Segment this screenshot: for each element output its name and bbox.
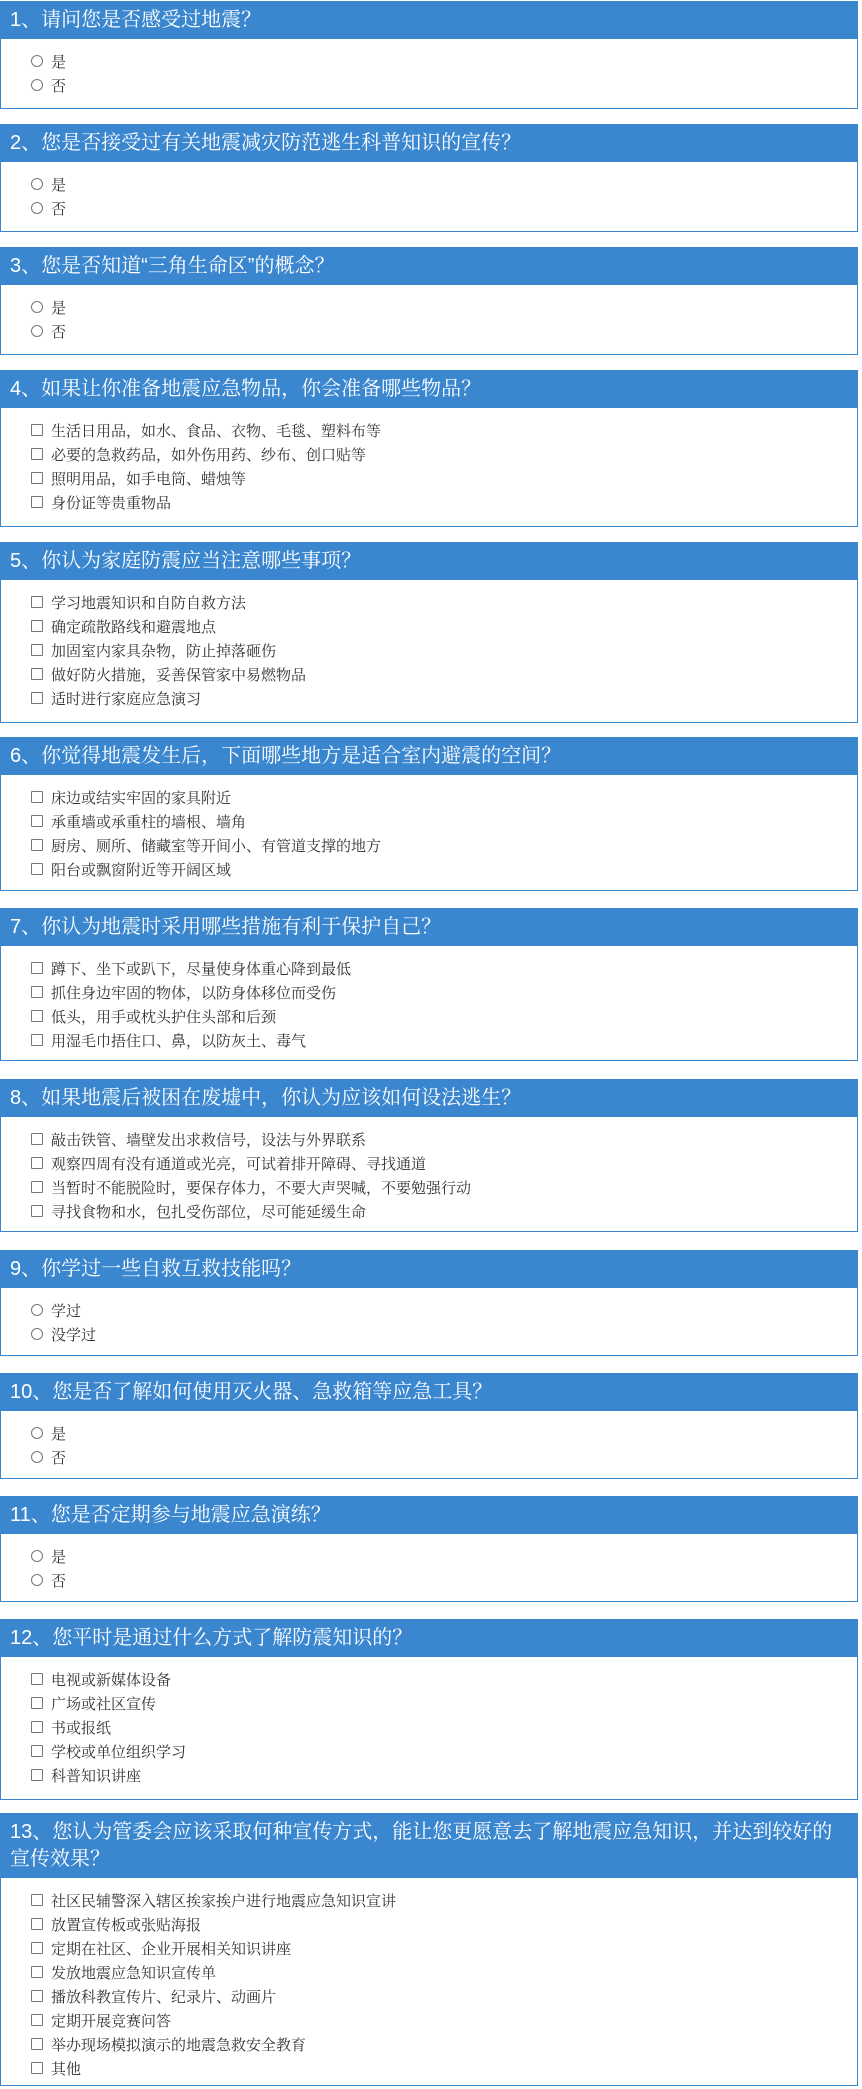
checkbox-option[interactable] — [31, 1984, 857, 2008]
radio-option[interactable] — [31, 172, 857, 196]
option-label: 否 — [51, 1572, 67, 1590]
question-2 — [0, 124, 858, 232]
option-label: 厨房、厕所、储藏室等开间小、有管道支撑的地方 — [51, 837, 382, 855]
question-title: 4、如果让你准备地震应急物品，你会准备哪些物品？ — [1, 371, 857, 408]
checkbox[interactable] — [31, 1673, 43, 1685]
radio-option[interactable] — [31, 1298, 857, 1322]
radio-button[interactable] — [31, 301, 43, 313]
checkbox-option[interactable] — [31, 1004, 857, 1028]
question-title: 10、您是否了解如何使用灭火器、急救箱等应急工具？ — [1, 1374, 857, 1411]
checkbox[interactable] — [31, 668, 43, 680]
option-label: 否 — [51, 1449, 67, 1467]
radio-option[interactable] — [31, 49, 857, 73]
question-10 — [0, 1373, 858, 1479]
radio-option[interactable] — [31, 73, 857, 97]
checkbox-option[interactable] — [31, 1936, 857, 1960]
option-label: 阳台或飘窗附近等开阔区域 — [51, 861, 232, 879]
option-label: 加固室内家具杂物，防止掉落砸伤 — [51, 642, 277, 660]
checkbox-option[interactable] — [31, 1960, 857, 1984]
checkbox[interactable] — [31, 1034, 43, 1046]
checkbox[interactable] — [31, 2038, 43, 2050]
checkbox[interactable] — [31, 620, 43, 632]
radio-option[interactable] — [31, 319, 857, 343]
checkbox[interactable] — [31, 1181, 43, 1193]
option-label: 是 — [51, 53, 67, 71]
option-label: 敲击铁管、墙壁发出求救信号，设法与外界联系 — [51, 1131, 367, 1149]
checkbox-option[interactable] — [31, 1763, 857, 1787]
option-label: 举办现场模拟演示的地震急救安全教育 — [51, 2036, 307, 2054]
checkbox-option[interactable] — [31, 662, 857, 686]
checkbox-option[interactable] — [31, 809, 857, 833]
checkbox-option[interactable] — [31, 956, 857, 980]
checkbox-option[interactable] — [31, 418, 857, 442]
option-label: 社区民辅警深入辖区挨家挨户进行地震应急知识宣讲 — [51, 1892, 397, 1910]
question-3 — [0, 247, 858, 355]
radio-option[interactable] — [31, 1568, 857, 1592]
option-list — [1, 580, 857, 710]
radio-option[interactable] — [31, 196, 857, 220]
checkbox-option[interactable] — [31, 466, 857, 490]
checkbox[interactable] — [31, 1133, 43, 1145]
checkbox[interactable] — [31, 839, 43, 851]
option-label: 是 — [51, 1425, 67, 1443]
option-label: 播放科教宣传片、纪录片、动画片 — [51, 1988, 277, 2006]
checkbox[interactable] — [31, 986, 43, 998]
question-5 — [0, 542, 858, 723]
option-label: 发放地震应急知识宣传单 — [51, 1964, 217, 1982]
question-title: 2、您是否接受过有关地震减灾防范逃生科普知识的宣传？ — [1, 125, 857, 162]
option-label: 确定疏散路线和避震地点 — [51, 618, 217, 636]
radio-button[interactable] — [31, 55, 43, 67]
radio-button[interactable] — [31, 1304, 43, 1316]
radio-button[interactable] — [31, 1451, 43, 1463]
checkbox[interactable] — [31, 1205, 43, 1217]
question-1 — [0, 1, 858, 109]
option-label: 广场或社区宣传 — [51, 1695, 157, 1713]
checkbox[interactable] — [31, 863, 43, 875]
question-title: 3、您是否知道“三角生命区”的概念？ — [1, 248, 857, 285]
option-list — [1, 1657, 857, 1787]
option-list — [1, 162, 857, 220]
option-label: 没学过 — [51, 1326, 97, 1344]
checkbox-option[interactable] — [31, 490, 857, 514]
checkbox[interactable] — [31, 962, 43, 974]
checkbox[interactable] — [31, 1010, 43, 1022]
checkbox-option[interactable] — [31, 1028, 857, 1052]
checkbox[interactable] — [31, 2014, 43, 2026]
checkbox[interactable] — [31, 1769, 43, 1781]
option-list — [1, 1878, 857, 2080]
question-title: 13、您认为管委会应该采取何种宣传方式，能让您更愿意去了解地震应急知识，并达到较好的宣传效果？ — [1, 1814, 857, 1878]
checkbox-option[interactable] — [31, 857, 857, 881]
checkbox-option[interactable] — [31, 1715, 857, 1739]
radio-option[interactable] — [31, 295, 857, 319]
checkbox-option[interactable] — [31, 442, 857, 466]
option-label: 身份证等贵重物品 — [51, 494, 172, 512]
checkbox-option[interactable] — [31, 638, 857, 662]
checkbox-option[interactable] — [31, 1667, 857, 1691]
radio-button[interactable] — [31, 178, 43, 190]
option-label: 适时进行家庭应急演习 — [51, 690, 202, 708]
checkbox-option[interactable] — [31, 1175, 857, 1199]
option-label: 蹲下、坐下或趴下，尽量使身体重心降到最低 — [51, 960, 352, 978]
question-8 — [0, 1079, 858, 1232]
option-label: 当暂时不能脱险时，要保存体力，不要大声哭喊，不要勉强行动 — [51, 1179, 472, 1197]
option-label: 其他 — [51, 2060, 82, 2078]
question-9 — [0, 1250, 858, 1356]
option-label: 放置宣传板或张贴海报 — [51, 1916, 202, 1934]
option-label: 定期在社区、企业开展相关知识讲座 — [51, 1940, 292, 1958]
option-label: 是 — [51, 176, 67, 194]
option-label: 是 — [51, 1548, 67, 1566]
option-label: 科普知识讲座 — [51, 1767, 142, 1785]
option-label: 低头，用手或枕头护住头部和后颈 — [51, 1008, 277, 1026]
option-list — [1, 775, 857, 881]
radio-option[interactable] — [31, 1445, 857, 1469]
radio-button[interactable] — [31, 1550, 43, 1562]
option-label: 必要的急救药品，如外伤用药、纱布、创口贴等 — [51, 446, 367, 464]
checkbox[interactable] — [31, 1745, 43, 1757]
option-list — [1, 946, 857, 1052]
checkbox-option[interactable] — [31, 1888, 857, 1912]
checkbox-option[interactable] — [31, 1151, 857, 1175]
checkbox[interactable] — [31, 644, 43, 656]
option-label: 学过 — [51, 1302, 82, 1320]
radio-button[interactable] — [31, 325, 43, 337]
question-7 — [0, 908, 858, 1061]
option-list — [1, 1117, 857, 1223]
option-label: 学习地震知识和自防自救方法 — [51, 594, 247, 612]
checkbox[interactable] — [31, 448, 43, 460]
question-6 — [0, 737, 858, 891]
option-label: 定期开展竞赛问答 — [51, 2012, 172, 2030]
option-label: 用湿毛巾捂住口、鼻，以防灰土、毒气 — [51, 1032, 307, 1050]
option-label: 抓住身边牢固的物体，以防身体移位而受伤 — [51, 984, 337, 1002]
option-label: 生活日用品，如水、食品、衣物、毛毯、塑料布等 — [51, 422, 382, 440]
radio-button[interactable] — [31, 1427, 43, 1439]
question-title: 6、你觉得地震发生后，下面哪些地方是适合室内避震的空间？ — [1, 738, 857, 775]
option-label: 照明用品，如手电筒、蜡烛等 — [51, 470, 247, 488]
radio-option[interactable] — [31, 1421, 857, 1445]
option-list — [1, 1288, 857, 1346]
checkbox[interactable] — [31, 1721, 43, 1733]
radio-button[interactable] — [31, 79, 43, 91]
question-12 — [0, 1619, 858, 1800]
checkbox[interactable] — [31, 2062, 43, 2074]
option-list — [1, 1411, 857, 1469]
checkbox-option[interactable] — [31, 1199, 857, 1223]
checkbox-option[interactable] — [31, 2056, 857, 2080]
radio-button[interactable] — [31, 1574, 43, 1586]
option-label: 是 — [51, 299, 67, 317]
question-title: 12、您平时是通过什么方式了解防震知识的？ — [1, 1620, 857, 1657]
checkbox[interactable] — [31, 1918, 43, 1930]
checkbox[interactable] — [31, 1942, 43, 1954]
checkbox[interactable] — [31, 1990, 43, 2002]
checkbox[interactable] — [31, 1894, 43, 1906]
question-title: 5、你认为家庭防震应当注意哪些事项？ — [1, 543, 857, 580]
question-title: 11、您是否定期参与地震应急演练？ — [1, 1497, 857, 1534]
checkbox[interactable] — [31, 596, 43, 608]
radio-option[interactable] — [31, 1544, 857, 1568]
checkbox[interactable] — [31, 791, 43, 803]
checkbox-option[interactable] — [31, 1691, 857, 1715]
checkbox-option[interactable] — [31, 686, 857, 710]
option-list — [1, 408, 857, 514]
checkbox[interactable] — [31, 815, 43, 827]
question-title: 1、请问您是否感受过地震？ — [1, 2, 857, 39]
option-label: 学校或单位组织学习 — [51, 1743, 187, 1761]
checkbox[interactable] — [31, 496, 43, 508]
question-11 — [0, 1496, 858, 1602]
question-title: 8、如果地震后被困在废墟中，你认为应该如何设法逃生？ — [1, 1080, 857, 1117]
option-list — [1, 285, 857, 343]
checkbox[interactable] — [31, 1157, 43, 1169]
checkbox-option[interactable] — [31, 614, 857, 638]
checkbox-option[interactable] — [31, 1127, 857, 1151]
checkbox-option[interactable] — [31, 833, 857, 857]
checkbox[interactable] — [31, 692, 43, 704]
option-label: 做好防火措施，妥善保管家中易燃物品 — [51, 666, 307, 684]
option-list — [1, 39, 857, 97]
checkbox-option[interactable] — [31, 785, 857, 809]
option-label: 承重墙或承重柱的墙根、墙角 — [51, 813, 247, 831]
option-label: 否 — [51, 77, 67, 95]
checkbox-option[interactable] — [31, 1912, 857, 1936]
option-label: 寻找食物和水，包扎受伤部位，尽可能延缓生命 — [51, 1203, 367, 1221]
checkbox[interactable] — [31, 1697, 43, 1709]
option-label: 电视或新媒体设备 — [51, 1671, 172, 1689]
option-label: 否 — [51, 200, 67, 218]
option-label: 否 — [51, 323, 67, 341]
option-list — [1, 1534, 857, 1592]
checkbox[interactable] — [31, 424, 43, 436]
question-13 — [0, 1813, 858, 2086]
option-label: 床边或结实牢固的家具附近 — [51, 789, 232, 807]
checkbox[interactable] — [31, 472, 43, 484]
checkbox-option[interactable] — [31, 1739, 857, 1763]
question-title: 7、你认为地震时采用哪些措施有利于保护自己？ — [1, 909, 857, 946]
radio-button[interactable] — [31, 1328, 43, 1340]
checkbox-option[interactable] — [31, 2008, 857, 2032]
checkbox-option[interactable] — [31, 980, 857, 1004]
option-label: 书或报纸 — [51, 1719, 112, 1737]
radio-option[interactable] — [31, 1322, 857, 1346]
question-title: 9、你学过一些自救互救技能吗？ — [1, 1251, 857, 1288]
question-4 — [0, 370, 858, 527]
checkbox-option[interactable] — [31, 2032, 857, 2056]
option-label: 观察四周有没有通道或光亮，可试着排开障碍、寻找通道 — [51, 1155, 427, 1173]
radio-button[interactable] — [31, 202, 43, 214]
checkbox-option[interactable] — [31, 590, 857, 614]
checkbox[interactable] — [31, 1966, 43, 1978]
